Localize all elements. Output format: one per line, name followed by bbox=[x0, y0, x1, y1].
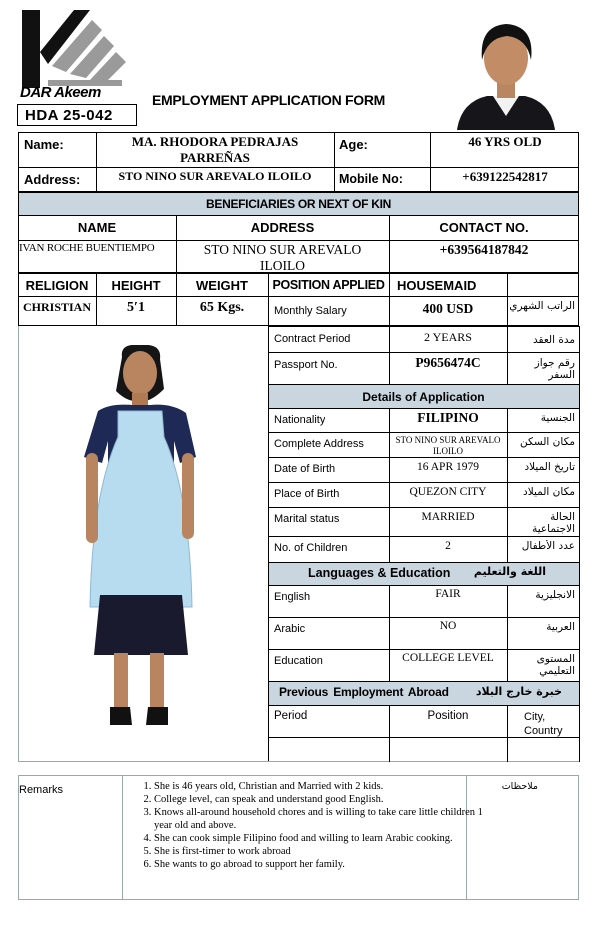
language-label: Education bbox=[274, 655, 323, 667]
remarks-arabic: ملاحظات bbox=[501, 781, 538, 792]
details-title: Details of Application bbox=[362, 390, 485, 404]
employment-city-header: City, Country bbox=[524, 711, 563, 737]
detail-arabic: الجنسية bbox=[540, 412, 575, 424]
language-label: English bbox=[274, 591, 311, 603]
language-label: Arabic bbox=[274, 623, 306, 635]
logo-text: DAR Akeem bbox=[20, 84, 101, 101]
remark-item: 1. She is 46 years old, Christian and Married with 2 kids. bbox=[154, 780, 484, 793]
detail-arabic: عدد الأطفال bbox=[521, 540, 575, 552]
contract-period-arabic: مدة العقد bbox=[533, 334, 575, 346]
employment-title-arabic: خبرة خارج البلاد bbox=[475, 686, 562, 698]
detail-arabic: الحالة الاجتماعية bbox=[532, 511, 575, 535]
beneficiaries-title: BENEFICIARIES OR NEXT OF KIN bbox=[206, 197, 391, 211]
remark-item: 4. She can cook simple Filipino food and willing to learn Arabic cooking. bbox=[154, 832, 484, 845]
employment-position-header: Position bbox=[427, 710, 469, 722]
detail-arabic: مكان السكن bbox=[520, 436, 575, 448]
position-applied-value: HOUSEMAID bbox=[397, 278, 477, 293]
name-label: Name: bbox=[24, 137, 64, 152]
reference-code: HDA 25-042 bbox=[17, 104, 137, 126]
detail-label: Nationality bbox=[274, 414, 326, 426]
beneficiary-contact: +639564187842 bbox=[439, 242, 529, 257]
remark-item: 6. She wants to go abroad to support her family. bbox=[154, 858, 484, 871]
form-title: EMPLOYMENT APPLICATION FORM bbox=[152, 92, 386, 108]
contract-period-label: Contract Period bbox=[274, 333, 351, 345]
detail-arabic: تاريخ الميلاد bbox=[524, 461, 575, 473]
language-value: FAIR bbox=[435, 588, 461, 600]
monthly-salary-arabic: الراتب الشهري bbox=[509, 300, 575, 312]
remark-item: 5. She is first-timer to work abroad bbox=[154, 845, 484, 858]
detail-label: Complete Address bbox=[274, 438, 364, 450]
height-header: HEIGHT bbox=[111, 278, 161, 293]
mobile-label: Mobile No: bbox=[339, 172, 403, 186]
detail-value: QUEZON CITY bbox=[409, 486, 487, 498]
beneficiary-address: STO NINO SUR AREVALO ILOILO bbox=[203, 242, 362, 273]
applicant-portrait bbox=[447, 12, 565, 130]
monthly-salary-value: 400 USD bbox=[422, 301, 474, 316]
language-arabic: العربية bbox=[546, 621, 575, 633]
mobile-value: +639122542817 bbox=[462, 169, 548, 184]
languages-title: Languages & Education bbox=[308, 566, 451, 580]
detail-label: Marital status bbox=[274, 513, 340, 525]
religion-header: RELIGION bbox=[25, 278, 89, 293]
height-value: 5′1 bbox=[127, 300, 145, 315]
detail-arabic: مكان الميلاد bbox=[523, 486, 575, 498]
detail-value: MARRIED bbox=[421, 511, 475, 523]
beneficiary-name: IVAN ROCHE BUENTIEMPO bbox=[19, 242, 155, 254]
name-value: MA. RHODORA PEDRAJAS PARREÑAS bbox=[131, 134, 299, 165]
contract-period-value: 2 YEARS bbox=[424, 330, 472, 344]
language-arabic: المستوى التعليمي bbox=[536, 653, 575, 677]
weight-header: WEIGHT bbox=[196, 278, 248, 293]
employment-title: Previous Employment Abroad bbox=[279, 685, 449, 699]
passport-value: P9656474C bbox=[415, 355, 481, 370]
address-label: Address: bbox=[24, 172, 81, 187]
applicant-full-body-photo bbox=[70, 345, 220, 730]
detail-label: No. of Children bbox=[274, 542, 348, 554]
monthly-salary-label: Monthly Salary bbox=[274, 305, 347, 317]
beneficiary-header-address: ADDRESS bbox=[250, 220, 315, 235]
remark-item: 3. Knows all-around household chores and is willing to take care little children 1 year old and above. bbox=[154, 806, 484, 832]
age-label: Age: bbox=[339, 137, 368, 152]
detail-value: 16 APR 1979 bbox=[417, 461, 479, 473]
remarks-label: Remarks bbox=[19, 784, 64, 796]
languages-title-arabic: اللغة والتعليم bbox=[473, 566, 546, 578]
beneficiary-header-name: NAME bbox=[77, 220, 117, 235]
religion-value: CHRISTIAN bbox=[22, 300, 91, 314]
employment-period-header: Period bbox=[274, 710, 308, 722]
address-value: STO NINO SUR AREVALO ILOILO bbox=[118, 169, 312, 183]
language-arabic: الانجليزية bbox=[535, 589, 575, 601]
weight-value: 65 Kgs. bbox=[199, 300, 245, 315]
language-value: NO bbox=[439, 620, 457, 632]
detail-label: Place of Birth bbox=[274, 488, 340, 500]
detail-value: 2 bbox=[445, 540, 451, 552]
age-value: 46 YRS OLD bbox=[468, 134, 542, 149]
detail-label: Date of Birth bbox=[274, 463, 336, 475]
detail-value: STO NINO SUR AREVALO ILOILO bbox=[395, 435, 501, 456]
passport-label: Passport No. bbox=[274, 359, 338, 371]
remark-item: 2. College level, can speak and understand good English. bbox=[154, 793, 484, 806]
detail-value: FILIPINO bbox=[417, 411, 479, 425]
beneficiary-header-contact: CONTACT NO. bbox=[439, 220, 529, 235]
language-value: COLLEGE LEVEL bbox=[402, 652, 494, 664]
passport-arabic: رقم جواز السفر bbox=[534, 357, 575, 381]
position-applied-header: POSITION APPLIED bbox=[272, 278, 385, 292]
remarks-list bbox=[126, 780, 484, 871]
